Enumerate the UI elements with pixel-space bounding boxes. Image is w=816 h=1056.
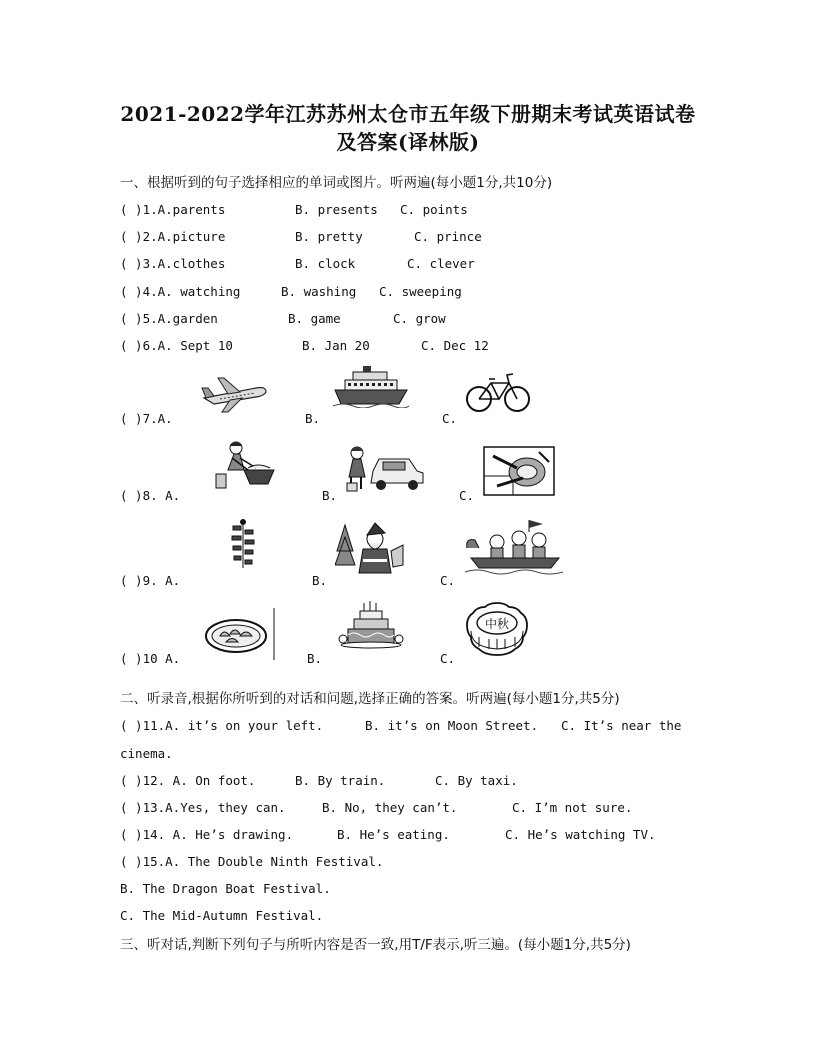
question-4-option-a: ( )4.A. watching [120, 284, 241, 299]
section1-heading: 一、根据听到的句子选择相应的单词或图片。听两遍(每小题1分,共10分) [120, 175, 553, 191]
question-1-option-a: ( )1.A.parents [120, 202, 226, 217]
question-4-option-b: B. washing [281, 284, 357, 299]
question-1-option-b: B. presents [295, 202, 378, 217]
question-10-label-a: ( )10 A. [120, 651, 181, 666]
question-8-label-b: B. [322, 488, 338, 503]
question-15-option-b: B. The Dragon Boat Festival. [120, 881, 331, 896]
question-3-option-a: ( )3.A.clothes [120, 256, 226, 271]
question-10-label-b: B. [307, 651, 323, 666]
exam-title-line1: 2021-2022学年江苏苏州太仓市五年级下册期末考试英语试卷 [120, 102, 696, 126]
question-3-option-b: B. clock [295, 256, 356, 271]
question-8-label-a: ( )8. A. [120, 488, 181, 503]
question-1-option-c: C. points [400, 202, 468, 217]
question-7-label-c: C. [442, 411, 458, 426]
question-3-option-c: C. clever [407, 256, 475, 271]
question-5-option-c: C. grow [393, 311, 446, 326]
question-5-option-a: ( )5.A.garden [120, 311, 218, 326]
bicycle-icon [465, 369, 531, 413]
question-14-option-b: B. He’s eating. [337, 827, 450, 842]
question-6-option-a: ( )6.A. Sept 10 [120, 338, 233, 353]
santa-claus-icon [335, 521, 405, 579]
question-11-option-c: C. It’s near the [561, 718, 682, 733]
question-6-option-b: B. Jan 20 [302, 338, 370, 353]
mooncake-icon [465, 601, 529, 657]
birthday-cake-icon [338, 601, 404, 649]
airplane-icon [200, 370, 270, 416]
question-11-option-a: ( )11.A. it’s on your left. [120, 718, 324, 733]
exam-title-line2: 及答案(译林版) [336, 130, 480, 154]
question-10-label-c: C. [440, 651, 456, 666]
question-13-option-c: C. I’m not sure. [512, 800, 633, 815]
question-8-label-c: C. [459, 488, 475, 503]
question-2-option-b: B. pretty [295, 229, 363, 244]
question-13-option-a: ( )13.A.Yes, they can. [120, 800, 286, 815]
boy-washing-car-icon [343, 443, 425, 493]
washing-dishes-icon [483, 446, 555, 496]
question-7-label-b: B. [305, 411, 321, 426]
mooncake-text: 中秋 [484, 617, 509, 631]
section2-heading: 二、听录音,根据你所听到的对话和问题,选择正确的答案。听两遍(每小题1分,共5分) [120, 691, 620, 707]
question-9-label-b: B. [312, 573, 328, 588]
question-14-option-c: C. He’s watching TV. [505, 827, 656, 842]
question-14-option-a: ( )14. A. He’s drawing. [120, 827, 294, 842]
section3-heading: 三、听对话,判断下列句子与所听内容是否一致,用T/F表示,听三遍。(每小题1分,共5分) [120, 937, 631, 953]
question-9-label-c: C. [440, 573, 456, 588]
dragon-boat-icon [463, 518, 567, 576]
question-11-continuation: cinema. [120, 746, 173, 761]
question-13-option-b: B. No, they can’t. [322, 800, 458, 815]
question-2-option-a: ( )2.A.picture [120, 229, 226, 244]
firecrackers-icon [229, 518, 257, 570]
question-5-option-b: B. game [288, 311, 341, 326]
question-2-option-c: C. prince [414, 229, 482, 244]
question-9-label-a: ( )9. A. [120, 573, 181, 588]
question-15-option-c: C. The Mid-Autumn Festival. [120, 908, 324, 923]
question-6-option-c: C. Dec 12 [421, 338, 489, 353]
question-11-option-b: B. it’s on Moon Street. [365, 718, 539, 733]
question-4-option-c: C. sweeping [379, 284, 462, 299]
question-7-label-a: ( )7.A. [120, 411, 173, 426]
question-12-option-b: B. By train. [295, 773, 386, 788]
question-12-option-a: ( )12. A. On foot. [120, 773, 256, 788]
girl-washing-clothes-icon [208, 440, 280, 492]
dumplings-plate-icon [202, 608, 276, 660]
question-12-option-c: C. By taxi. [435, 773, 518, 788]
question-15-option-a: ( )15.A. The Double Ninth Festival. [120, 854, 384, 869]
ship-icon [333, 364, 409, 408]
